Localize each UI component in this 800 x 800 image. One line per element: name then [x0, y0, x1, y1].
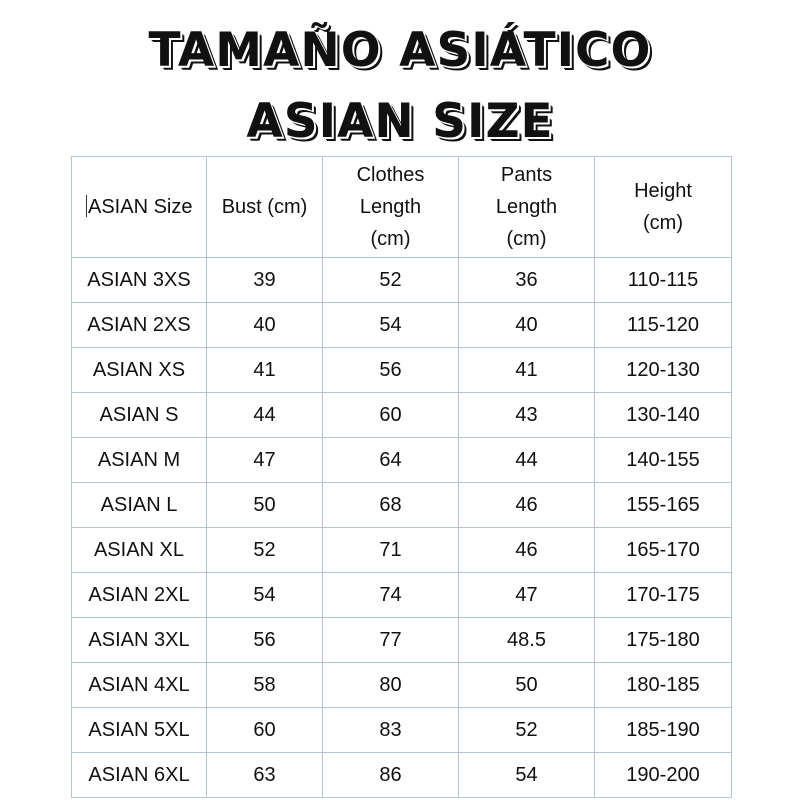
clothes-length-cell: 64: [323, 438, 459, 483]
height-cell: 175-180: [595, 618, 732, 663]
size-cell: ASIAN XS: [72, 348, 207, 393]
title-english: ASIAN SIZE: [246, 94, 554, 149]
clothes-length-cell: 68: [323, 483, 459, 528]
height-cell: 180-185: [595, 663, 732, 708]
pants-length-cell: 43: [459, 393, 595, 438]
clothes-length-cell: 60: [323, 393, 459, 438]
pants-length-cell: 46: [459, 483, 595, 528]
pants-length-cell: 40: [459, 303, 595, 348]
size-cell: ASIAN 2XS: [72, 303, 207, 348]
height-cell: 155-165: [595, 483, 732, 528]
height-cell: 165-170: [595, 528, 732, 573]
height-cell: 130-140: [595, 393, 732, 438]
bust-cell: 54: [207, 573, 323, 618]
pants-length-cell: 47: [459, 573, 595, 618]
bust-cell: 58: [207, 663, 323, 708]
table-row: [72, 528, 732, 573]
header-pants-length: Pants Length (cm): [459, 157, 595, 258]
title-spanish: TAMAÑO ASIÁTICO: [148, 23, 652, 78]
pants-length-cell: 46: [459, 528, 595, 573]
table-row: [72, 348, 732, 393]
header-clothes-length: Clothes Length (cm): [323, 157, 459, 258]
table-row: [72, 618, 732, 663]
clothes-length-cell: 74: [323, 573, 459, 618]
clothes-length-cell: 83: [323, 708, 459, 753]
table-row: [72, 303, 732, 348]
size-cell: ASIAN 3XL: [72, 618, 207, 663]
clothes-length-cell: 71: [323, 528, 459, 573]
table-body: [72, 258, 732, 798]
table-row: [72, 483, 732, 528]
table-row: [72, 708, 732, 753]
bust-cell: 56: [207, 618, 323, 663]
clothes-length-cell: 86: [323, 753, 459, 798]
size-cell: ASIAN 4XL: [72, 663, 207, 708]
pants-length-cell: 52: [459, 708, 595, 753]
bust-cell: 41: [207, 348, 323, 393]
height-cell: 190-200: [595, 753, 732, 798]
bust-cell: 44: [207, 393, 323, 438]
bust-cell: 63: [207, 753, 323, 798]
size-cell: ASIAN M: [72, 438, 207, 483]
table-row: [72, 438, 732, 483]
size-cell: ASIAN 3XS: [72, 258, 207, 303]
height-cell: 185-190: [595, 708, 732, 753]
pants-length-cell: 36: [459, 258, 595, 303]
clothes-length-cell: 56: [323, 348, 459, 393]
size-cell: ASIAN 5XL: [72, 708, 207, 753]
pants-length-cell: 50: [459, 663, 595, 708]
height-cell: 140-155: [595, 438, 732, 483]
clothes-length-cell: 52: [323, 258, 459, 303]
header-row: [72, 157, 732, 258]
header-bust: Bust (cm): [207, 157, 323, 258]
pants-length-cell: 41: [459, 348, 595, 393]
table-row: [72, 258, 732, 303]
bust-cell: 52: [207, 528, 323, 573]
clothes-length-cell: 80: [323, 663, 459, 708]
height-cell: 120-130: [595, 348, 732, 393]
size-cell: ASIAN S: [72, 393, 207, 438]
table-row: [72, 573, 732, 618]
size-cell: ASIAN 2XL: [72, 573, 207, 618]
bust-cell: 60: [207, 708, 323, 753]
header-height: Height (cm): [595, 157, 732, 258]
bust-cell: 39: [207, 258, 323, 303]
table-row: [72, 393, 732, 438]
bust-cell: 40: [207, 303, 323, 348]
size-cell: ASIAN 6XL: [72, 753, 207, 798]
pants-length-cell: 44: [459, 438, 595, 483]
pants-length-cell: 54: [459, 753, 595, 798]
table-row: [72, 663, 732, 708]
clothes-length-cell: 77: [323, 618, 459, 663]
pants-length-cell: 48.5: [459, 618, 595, 663]
size-cell: ASIAN XL: [72, 528, 207, 573]
size-table: [71, 156, 732, 798]
clothes-length-cell: 54: [323, 303, 459, 348]
size-cell: ASIAN L: [72, 483, 207, 528]
text-cursor: [86, 195, 87, 217]
header-asian-size: ASIAN Size: [72, 157, 207, 258]
height-cell: 110-115: [595, 258, 732, 303]
height-cell: 170-175: [595, 573, 732, 618]
table-row: [72, 753, 732, 798]
height-cell: 115-120: [595, 303, 732, 348]
bust-cell: 47: [207, 438, 323, 483]
bust-cell: 50: [207, 483, 323, 528]
